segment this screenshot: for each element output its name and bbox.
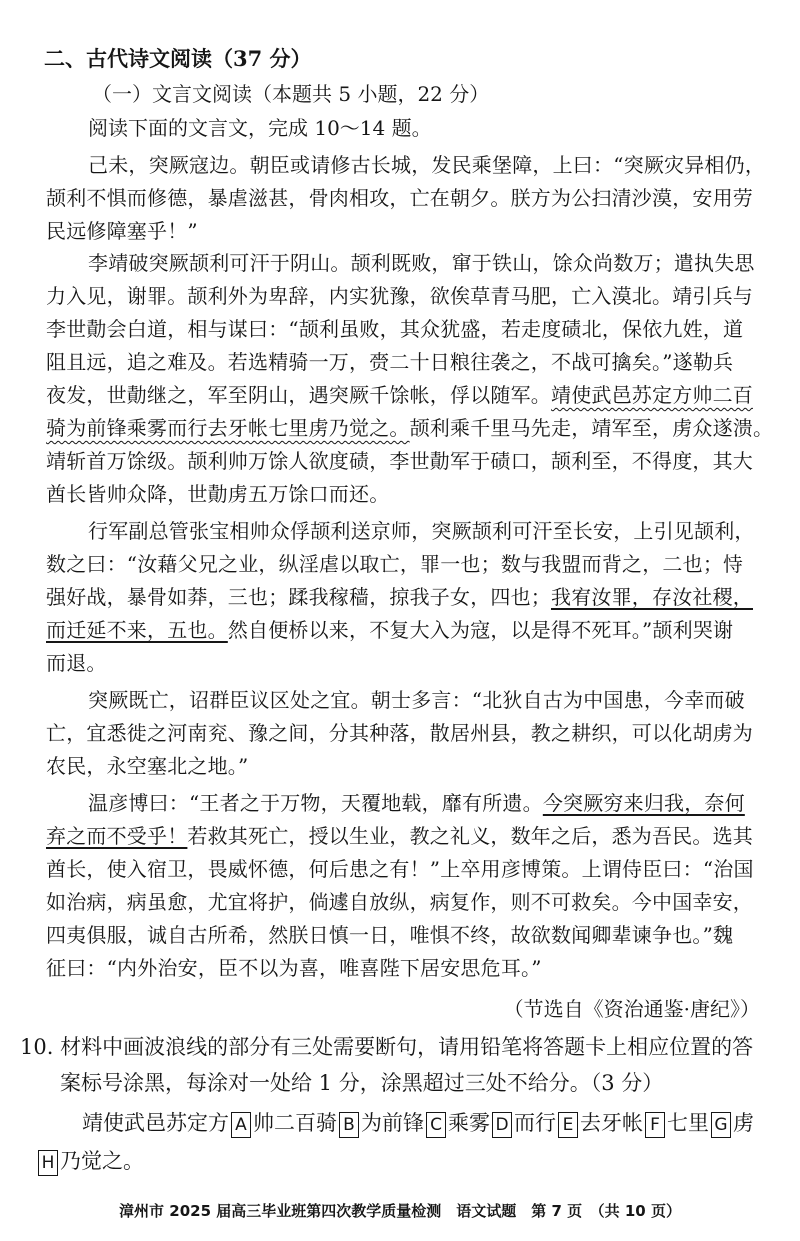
question-10-options-line <box>0 1108 800 1138</box>
passage-line <box>0 582 800 612</box>
underlined-text: 今突厥穷来归我，奈何 <box>542 791 745 815</box>
sentence-segment: 乘雾 <box>448 1111 490 1135</box>
sentence-segment: 乃觉之。 <box>60 1149 144 1173</box>
passage-text: 若救其死亡，授以生业，教之礼义，数年之后，悉为吾民。选其 <box>187 824 754 848</box>
answer-label-box[interactable]: D <box>492 1112 512 1138</box>
sentence-segment: 靖使武邑苏定方 <box>82 1111 229 1135</box>
passage-line <box>0 615 800 645</box>
passage-line: 农民，永空塞北之地。” <box>46 754 249 778</box>
question-10-stem: 10. 材料中画波浪线的部分有三处需要断句，请用铅笔将答题卡上相应位置的答 <box>20 1035 754 1059</box>
answer-label-box[interactable]: E <box>558 1112 578 1138</box>
instruction: 阅读下面的文言文，完成 10～14 题。 <box>88 116 432 140</box>
passage-line: 靖斩首万馀级。颉利帅万馀人欲度碛，李世勣军于碛口，颉利至，不得度，其大 <box>46 449 753 473</box>
passage-line: 亡，宜悉徙之河南兖、豫之间，分其种落，散居州县，教之耕织，可以化胡虏为 <box>46 721 753 745</box>
underlined-text: 而迁延不来，五也。 <box>46 618 228 642</box>
passage-line: 酋长，使入宿卫，畏威怀德，何后患之有！”上卒用彦博策。上谓侍臣曰：“治国 <box>46 857 754 881</box>
passage-line: 己未，突厥寇边。朝臣或请修古长城，发民乘堡障，上曰：“突厥灾异相仍， <box>88 153 766 177</box>
passage-line: 颉利不惧而修德，暴虐滋甚，骨肉相攻，亡在朝夕。朕方为公扫清沙漠，安用劳 <box>46 186 753 210</box>
sentence-segment: 七里 <box>667 1111 709 1135</box>
question-10-options-line <box>0 1146 800 1176</box>
passage-line <box>0 380 800 410</box>
passage-line: 征曰：“内外治安，臣不以为喜，唯喜陛下居安思危耳。” <box>46 956 542 980</box>
question-10-stem: 案标号涂黑，每涂对一处给 1 分，涂黑超过三处不给分。（3 分） <box>60 1071 664 1095</box>
source-citation: （节选自《资治通鉴·唐纪》） <box>503 997 760 1021</box>
passage-line: 如治病，病虽愈，尤宜将护，倘遽自放纵，病复作，则不可救矣。今中国幸安， <box>46 890 753 914</box>
underlined-text: 我宥汝罪，存汝社稷， <box>551 585 753 609</box>
sentence-segment: 虏 <box>733 1111 754 1135</box>
passage-line: 酋长皆帅众降，世勣虏五万馀口而还。 <box>46 482 390 506</box>
answer-label-box[interactable]: B <box>339 1112 359 1138</box>
passage-line: 李靖破突厥颉利可汗于阴山。颉利既败，窜于铁山，馀众尚数万；遣执失思 <box>88 251 755 275</box>
passage-line <box>0 413 800 443</box>
passage-text: 夜发，世勣继之，军至阴山，遇突厥千馀帐，俘以随军。 <box>46 383 551 407</box>
sentence-segment: 帅二百骑 <box>253 1111 337 1135</box>
sentence-segment: 去牙帐 <box>580 1111 643 1135</box>
passage-text: 温彦博曰：“王者之于万物，天覆地载，靡有所遗。 <box>88 791 543 815</box>
answer-label-box[interactable]: C <box>426 1112 446 1138</box>
passage-line <box>0 821 800 851</box>
wavy-underlined-text: 靖使武邑苏定方帅二百 <box>551 383 753 407</box>
passage-line: 力入见，谢罪。颉利外为卑辞，内实犹豫，欲俟草青马肥，亡入漠北。靖引兵与 <box>46 284 753 308</box>
page-footer: 漳州市 2025 届高三毕业班第四次教学质量检测 语文试题 第 7 页 （共 10 页） <box>119 1202 681 1220</box>
sentence-segment: 而行 <box>514 1111 556 1135</box>
passage-line <box>0 788 800 818</box>
passage-text: 强好战，暴骨如莽，三也；蹂我稼穑，掠我子女，四也； <box>46 585 551 609</box>
wavy-underlined-text: 骑为前锋乘雾而行去牙帐七里虏乃觉之。 <box>46 416 410 440</box>
passage-text: 颉利乘千里马先走，靖军至，虏众遂溃。 <box>409 416 774 440</box>
passage-line: 突厥既亡，诏群臣议区处之宜。朝士多言：“北狄自古为中国患，今幸而破 <box>88 688 745 712</box>
passage-line: 行军副总管张宝相帅众俘颉利送京师，突厥颉利可汗至长安，上引见颉利， <box>88 519 755 543</box>
section-title: 二、古代诗文阅读（37 分） <box>44 46 312 71</box>
answer-label-box[interactable]: A <box>231 1112 251 1138</box>
underlined-text: 弃之而不受乎！ <box>46 824 188 848</box>
passage-text: 然自便桥以来，不复大入为寇，以是得不死耳。”颉利哭谢 <box>227 618 734 642</box>
answer-label-box[interactable]: F <box>645 1112 665 1138</box>
passage-line: 而退。 <box>46 651 107 675</box>
passage-line: 四夷俱服，诚自古所希，然朕日慎一日，唯惧不终，故欲数闻卿辈谏争也。”魏 <box>46 923 734 947</box>
answer-label-box[interactable]: H <box>38 1150 58 1176</box>
passage-line: 民远修障塞乎！” <box>46 219 198 243</box>
subsection-title: （一）文言文阅读（本题共 5 小题，22 分） <box>92 82 490 106</box>
passage-line: 李世勣会白道，相与谋曰：“颉利虽败，其众犹盛，若走度碛北，保依九姓，道 <box>46 317 744 341</box>
passage-line: 阻且远，追之难及。若选精骑一万，赍二十日粮往袭之，不战可擒矣。”遂勒兵 <box>46 350 734 374</box>
sentence-segment: 为前锋 <box>361 1111 424 1135</box>
answer-label-box[interactable]: G <box>711 1112 731 1138</box>
passage-line: 数之曰：“汝藉父兄之业，纵淫虐以取亡，罪一也；数与我盟而背之，二也；恃 <box>46 552 744 576</box>
